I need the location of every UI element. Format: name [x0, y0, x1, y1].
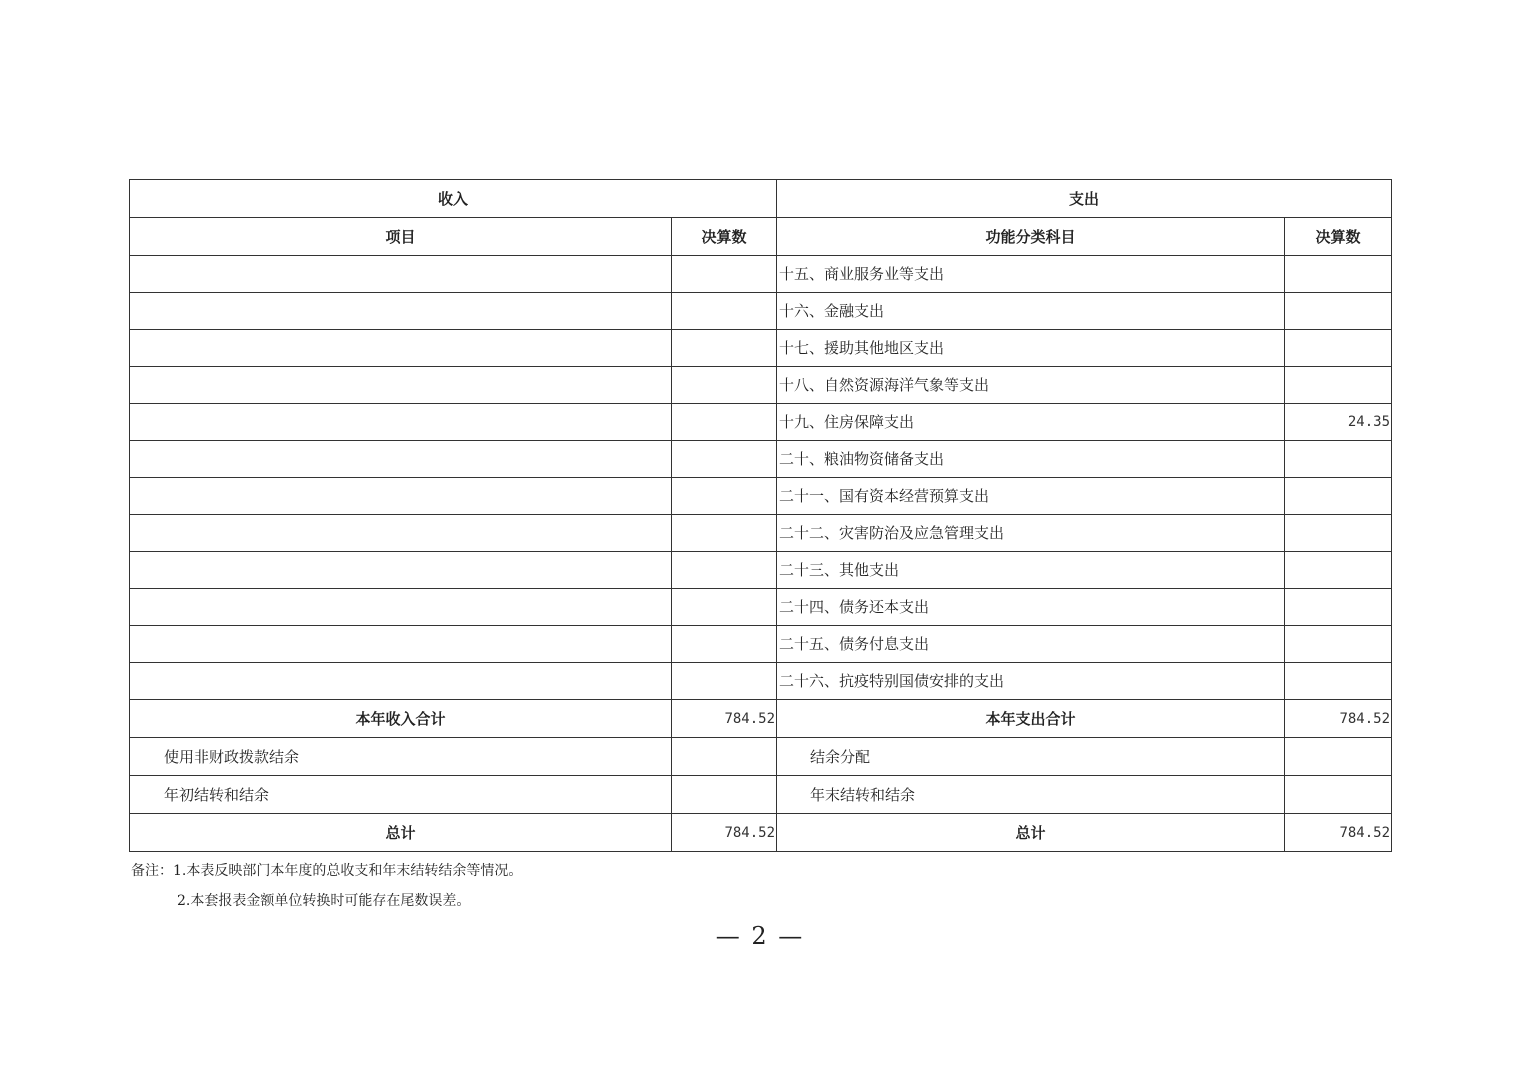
grand-total-right-label: 总计 [777, 814, 1285, 852]
expense-category-cell: 二十六、抗疫特别国债安排的支出 [777, 663, 1285, 700]
notes [131, 856, 522, 916]
annual-total-row [130, 700, 1392, 738]
surplus-distribution-value [1285, 738, 1392, 776]
expense-category-cell: 十八、自然资源海洋气象等支出 [777, 367, 1285, 404]
expense-category-cell: 十九、住房保障支出 [777, 404, 1285, 441]
income-amount-cell [672, 626, 777, 663]
closing-carryover-label: 年末结转和结余 [777, 776, 1285, 814]
expense-amount-cell [1285, 626, 1392, 663]
income-item-cell [130, 293, 672, 330]
table-row [130, 367, 1392, 404]
expense-category-cell: 二十四、债务还本支出 [777, 589, 1285, 626]
grand-total-left-value: 784.52 [672, 814, 777, 852]
expense-amount-cell: 24.35 [1285, 404, 1392, 441]
expense-amount-cell [1285, 330, 1392, 367]
income-amount-cell [672, 663, 777, 700]
expense-amount-cell [1285, 589, 1392, 626]
income-amount-cell [672, 589, 777, 626]
expense-total-value: 784.52 [1285, 700, 1392, 738]
income-amount-cell [672, 367, 777, 404]
grand-total-row [130, 814, 1392, 852]
income-item-cell [130, 330, 672, 367]
grand-total-left-label: 总计 [130, 814, 672, 852]
expense-amount-cell [1285, 663, 1392, 700]
note-line-2: 2.本套报表金额单位转换时可能存在尾数误差。 [177, 893, 471, 909]
expense-header: 支出 [777, 180, 1392, 218]
income-amount-cell [672, 256, 777, 293]
income-amount-cell [672, 404, 777, 441]
surplus-distribution-label: 结余分配 [777, 738, 1285, 776]
non-fiscal-balance-value [672, 738, 777, 776]
expense-amount-cell [1285, 515, 1392, 552]
income-total-label: 本年收入合计 [130, 700, 672, 738]
balance-row [130, 738, 1392, 776]
income-item-cell [130, 552, 672, 589]
income-amount-cell [672, 293, 777, 330]
table-row [130, 441, 1392, 478]
expense-category-cell: 二十二、灾害防治及应急管理支出 [777, 515, 1285, 552]
expense-total-label: 本年支出合计 [777, 700, 1285, 738]
income-item-cell [130, 515, 672, 552]
opening-carryover-value [672, 776, 777, 814]
income-amount-cell [672, 330, 777, 367]
final-amount-header-right: 决算数 [1285, 218, 1392, 256]
income-item-cell [130, 589, 672, 626]
page-number: — 2 — [715, 922, 805, 950]
carryover-row [130, 776, 1392, 814]
table-row [130, 478, 1392, 515]
table-row [130, 663, 1392, 700]
table-row [130, 552, 1392, 589]
table-row [130, 626, 1392, 663]
table-row [130, 589, 1392, 626]
expense-category-cell: 二十、粮油物资储备支出 [777, 441, 1285, 478]
expense-amount-cell [1285, 478, 1392, 515]
table-row [130, 256, 1392, 293]
header-row-top [130, 180, 1392, 218]
table-row [130, 293, 1392, 330]
expense-amount-cell [1285, 367, 1392, 404]
item-header: 项目 [130, 218, 672, 256]
expense-amount-cell [1285, 441, 1392, 478]
table-row [130, 515, 1392, 552]
final-amount-header-left: 决算数 [672, 218, 777, 256]
income-item-cell [130, 663, 672, 700]
header-row-sub [130, 218, 1392, 256]
income-item-cell [130, 404, 672, 441]
table-row [130, 404, 1392, 441]
income-amount-cell [672, 552, 777, 589]
note-line-1: 备注：1.本表反映部门本年度的总收支和年末结转结余等情况。 [131, 863, 523, 879]
income-amount-cell [672, 441, 777, 478]
expense-rows [130, 256, 1392, 700]
expense-category-cell: 十六、金融支出 [777, 293, 1285, 330]
income-expense-table [129, 179, 1392, 852]
expense-category-cell: 十七、援助其他地区支出 [777, 330, 1285, 367]
income-amount-cell [672, 515, 777, 552]
expense-amount-cell [1285, 293, 1392, 330]
income-total-value: 784.52 [672, 700, 777, 738]
opening-carryover-label: 年初结转和结余 [130, 776, 672, 814]
income-item-cell [130, 256, 672, 293]
income-item-cell [130, 478, 672, 515]
expense-category-cell: 十五、商业服务业等支出 [777, 256, 1285, 293]
income-header: 收入 [130, 180, 777, 218]
income-item-cell [130, 626, 672, 663]
income-item-cell [130, 367, 672, 404]
table-row [130, 330, 1392, 367]
function-category-header: 功能分类科目 [777, 218, 1285, 256]
expense-amount-cell [1285, 552, 1392, 589]
non-fiscal-balance-label: 使用非财政拨款结余 [130, 738, 672, 776]
income-amount-cell [672, 478, 777, 515]
expense-amount-cell [1285, 256, 1392, 293]
closing-carryover-value [1285, 776, 1392, 814]
income-item-cell [130, 441, 672, 478]
expense-category-cell: 二十三、其他支出 [777, 552, 1285, 589]
grand-total-right-value: 784.52 [1285, 814, 1392, 852]
expense-category-cell: 二十五、债务付息支出 [777, 626, 1285, 663]
expense-category-cell: 二十一、国有资本经营预算支出 [777, 478, 1285, 515]
